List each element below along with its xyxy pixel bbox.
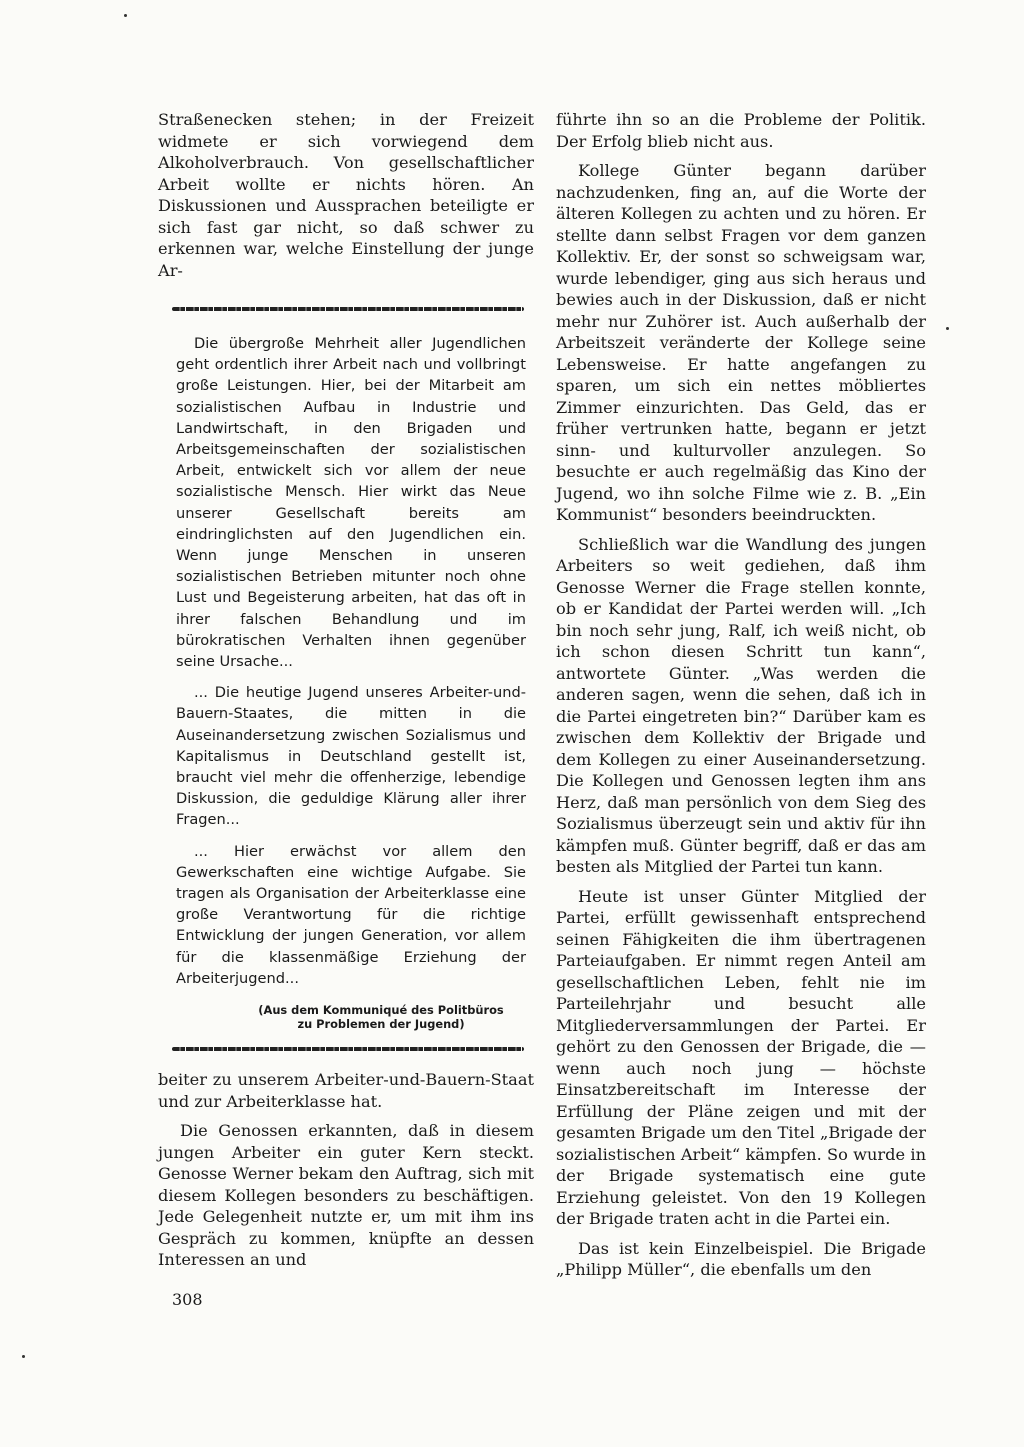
right-paragraph: Kollege Günter begann darüber nachzudenken, fing an, auf die Worte der älteren Kollegen zu achten und zu hören. Er stellte dann selbst Fragen vor dem ganzen Kollektiv. Er, der sonst so schweigsam war, wurde lebendiger, ging aus sich heraus und bewies auch in der Diskussion, daß er nicht mehr nur Zuhörer ist. Auch außerhalb der Arbeitszeit veränderte der Kollege seine Lebensweise. Er hatte angefangen zu sparen, um sich ein nettes möbliertes Zimmer einzurichten. Das Geld, das er früher vertrunken hatte, begann er jetzt sinn- und kulturvoller anzulegen. So besuchte er auch regelmäßig das Kino der Jugend, wo ihn solche Filme wie z. B. „Ein Kommunist“ besonders beeindruckten.	[556, 161, 926, 524]
scan-speck	[22, 1355, 25, 1358]
right-paragraph: Das ist kein Einzelbeispiel. Die Brigade „Philipp Müller“, die ebenfalls um den	[556, 1238, 926, 1279]
quote-paragraph: ... Hier erwächst vor allem den Gewerkschaften eine wichtige Aufgabe. Sie tragen als Organisation der Arbeiterklasse eine große Verantwortung für die richtige Entwicklung der jungen Generation, vor allem für die klassenmäßige Erziehung der Arbeiterjugend...	[176, 842, 526, 987]
right-paragraph: Heute ist unser Günter Mitglied der Partei, erfüllt gewissenhaft entsprechend seinen Fähigkeiten die ihm übertragenen Parteiaufgaben. Er nimmt regen Anteil am gesellschaftlichen Leben, fehlt nie im Parteilehrjahr und besucht alle Mitgliederversammlungen der Partei. Er gehört zu den Genossen der Brigade, die — wenn auch noch jung — höchste Einsatzbereitschaft im Interesse der Erfüllung der Pläne zeigen und mit der gesamten Brigade um den Titel „Brigade der sozialistischen Arbeit“ kämpfen. So wurde in der Brigade systematisch eine gute Erziehung geleistet. Von den 19 Kollegen der Brigade traten acht in die Partei ein.	[556, 886, 926, 1228]
separator-top	[172, 307, 524, 311]
scan-speck	[946, 327, 949, 330]
quote-paragraph: ... Die heutige Jugend unseres Arbeiter-und-Bauern-Staates, die mitten in die Auseinandersetzung zwischen Sozialismus und Kapitalismus in Deutschland gestellt ist, braucht viel mehr die offenherzige, lebendige Diskussion, die geduldige Klärung aller ihrer Fragen...	[176, 684, 526, 829]
left-paragraph: Straßenecken stehen; in der Freizeit widmete er sich vorwiegend dem Alkoholverbrauch. Von gesellschaftlicher Arbeit wollte er nichts hören. An Diskussionen und Aussprachen beteiligte er sich fast gar nicht, so daß schwer zu erkennen war, welche Einstellung der junge Ar-	[158, 110, 534, 280]
quote-source-line: (Aus dem Kommuniqué des Politbüros	[258, 1003, 504, 1018]
left-paragraph: Die Genossen erkannten, daß in diesem jungen Arbeiter ein guter Kern steckt. Genosse Werner bekam den Auftrag, sich mit diesem Kollegen besonders zu beschäftigen. Jede Gelegenheit nutzte er, um mit ihm ins Gespräch zu kommen, knüpfte an dessen Interessen an und	[158, 1121, 534, 1270]
quote-source	[236, 1003, 526, 1031]
left-paragraph: beiter zu unserem Arbeiter-und-Bauern-Staat und zur Arbeiterklasse hat.	[158, 1070, 534, 1111]
scan-speck	[124, 14, 127, 17]
right-paragraph: führte ihn so an die Probleme der Politik. Der Erfolg blieb nicht aus.	[556, 110, 926, 151]
right-column	[556, 109, 926, 1281]
quote-source-line: zu Problemen der Jugend)	[297, 1017, 465, 1032]
page-number: 308	[172, 1290, 203, 1309]
left-column	[158, 109, 534, 1271]
right-paragraph: Schließlich war die Wandlung des jungen Arbeiters so weit gediehen, daß ihm Genosse Werner die Frage stellen konnte, ob er Kandidat der Partei werden will. „Ich bin noch sehr jung, Ralf, ich weiß nicht, ob ich schon diesen Schritt tun kann“, antwortete Günter. „Was werden die anderen sagen, wenn die sehen, daß ich in die Partei eingetreten bin?“ Darüber kam es zwischen dem Kollektiv der Brigade und dem Kollegen zu einer Auseinandersetzung. Die Kollegen und Genossen legten ihm ans Herz, daß man persönlich von dem Sieg des Sozialismus überzeugt sein und aktiv für ihn kämpfen muß. Günter begriff, daß er das am besten als Mitglied der Partei tun kann.	[556, 534, 926, 876]
quote-box	[176, 333, 526, 1031]
separator-bottom	[172, 1047, 524, 1051]
quote-paragraph: Die übergroße Mehrheit aller Jugendlichen geht ordentlich ihrer Arbeit nach und vollbringt große Leistungen. Hier, bei der Mitarbeit am sozialistischen Aufbau in Industrie und Landwirtschaft, in den Brigaden und Arbeitsgemeinschaften der sozialistischen Arbeit, entwickelt sich vor allem der neue sozialistische Mensch. Hier wirkt das Neue unserer Gesellschaft bereits am eindringlichsten auf den Jugendlichen ein. Wenn junge Menschen in unseren sozialistischen Betrieben mitunter noch ohne Lust und Begeisterung arbeiten, hat das oft in ihrer falschen Behandlung und im bürokratischen Verhalten ihnen gegenüber seine Ursache...	[176, 335, 526, 671]
